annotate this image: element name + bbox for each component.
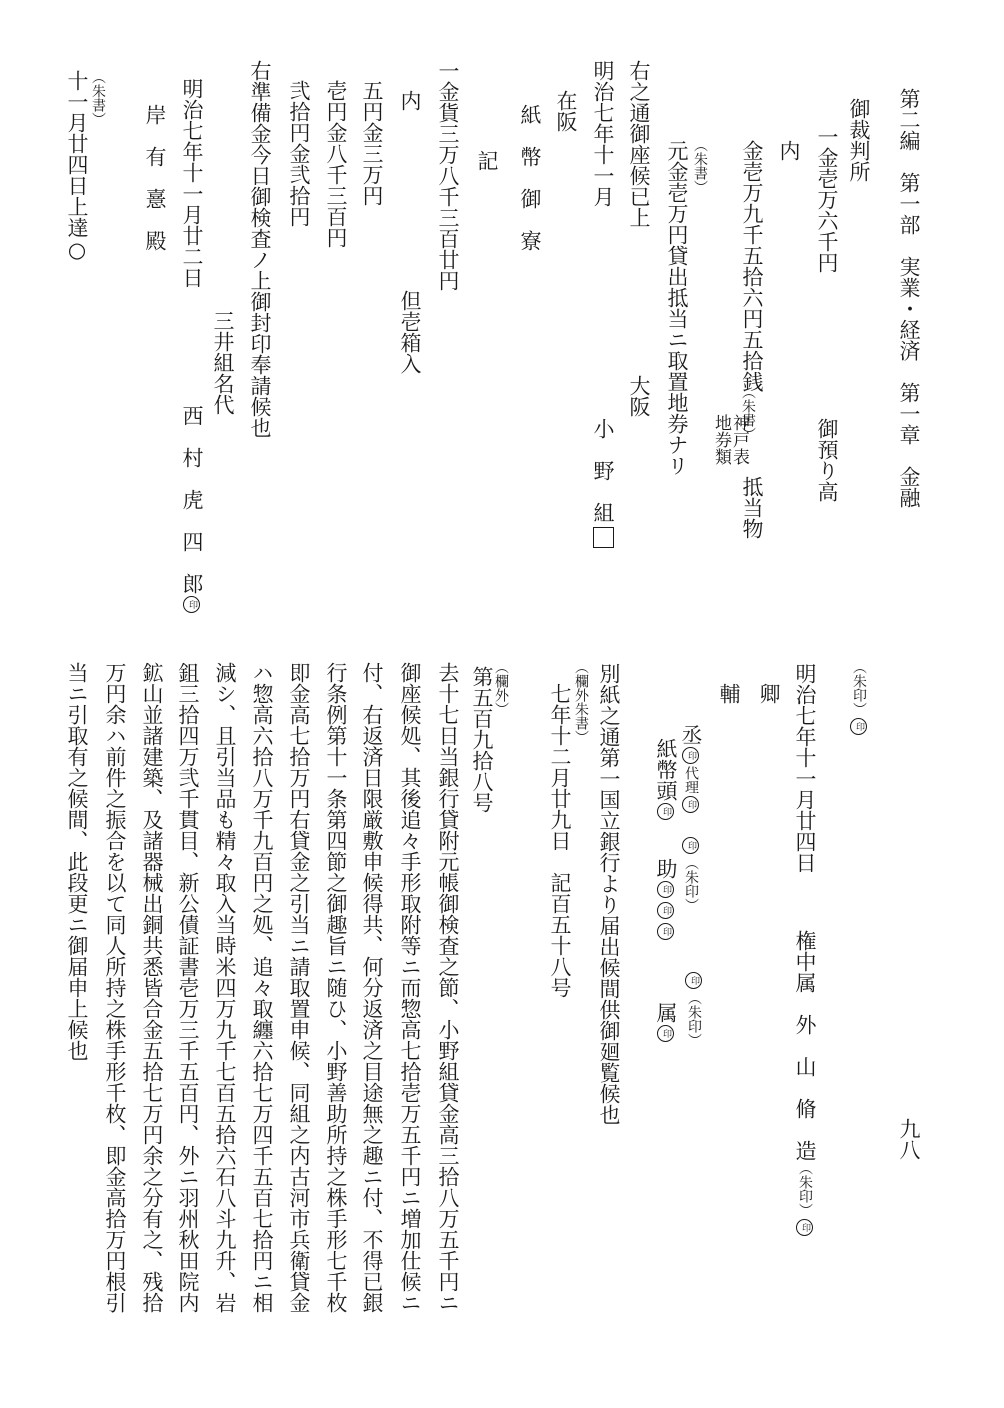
breakdown-label: 内 bbox=[777, 140, 801, 161]
report-line-4: 行条例第十一条第四節之御趣旨ニ随ひ、小野善助所持之株手形七千枚 bbox=[324, 662, 348, 1313]
sender-nishimura-text: 西 村 虎 四 郎 bbox=[180, 405, 204, 594]
rank-head-text: 紙幣頭 bbox=[654, 738, 678, 801]
closing-phrase: 右之通御座候已上 bbox=[627, 60, 651, 228]
rank-clerk-seal: 印 bbox=[657, 1025, 674, 1042]
sender-nishimura bbox=[181, 405, 202, 615]
red-seal-note-top-text: （朱印） bbox=[851, 660, 867, 716]
mitsui-agent: 三井組名代 bbox=[211, 310, 235, 415]
rank-assistant-seal-2: 印 bbox=[657, 902, 674, 919]
deposit-amount: 一金壱万六千円 bbox=[815, 126, 839, 273]
rank-assistant-seal-3: 印 bbox=[657, 923, 674, 940]
red-seal-note-top bbox=[850, 660, 867, 737]
rank-jo-text: 丞 bbox=[679, 724, 703, 745]
report-line-2: 御座候処、其後追々手形取附等ニ而惣高七拾壱万五千円ニ増加仕候ニ bbox=[398, 662, 422, 1313]
report-date: 十一月廿四日上達○ bbox=[65, 70, 89, 262]
report-line-11: 当ニ引取有之候間、此段更ニ御届申上候也 bbox=[65, 662, 89, 1061]
date-meiji-7-11: 明治七年十一月 bbox=[591, 60, 615, 207]
page-number: 九八 bbox=[897, 1118, 921, 1160]
red-note-1: （朱書） bbox=[692, 138, 708, 194]
gold-coin-total: 一金貨三万八千三百廿円 bbox=[436, 60, 460, 291]
report-line-5: 即金高七拾万円右貸金之引当ニ請取置申候、同組之内古河市兵衛貸金 bbox=[287, 662, 311, 1313]
doc-number-598: 第五百九拾八号 bbox=[470, 666, 494, 813]
rank-head-seal: 印 bbox=[657, 803, 674, 820]
official-toyama-note: （朱印） bbox=[797, 1161, 813, 1217]
record-158: 七年十二月廿九日 記百五十八号 bbox=[548, 683, 572, 998]
running-title: 第二編 第一部 実業・経済 第一章 金融 bbox=[897, 88, 921, 508]
rank-ho: 輔 bbox=[717, 683, 741, 704]
collateral-amount: 金壱万九千五拾六円五拾銭 bbox=[740, 140, 764, 392]
sender-ono-gumi-text: 小 野 組 bbox=[591, 418, 615, 523]
rank-right-seal bbox=[683, 970, 704, 1047]
seal-box bbox=[593, 527, 614, 548]
five-yen-coins: 五円金三万円 bbox=[360, 80, 384, 206]
rank-jo-note: （朱印） bbox=[683, 856, 699, 912]
rank-jo bbox=[680, 724, 701, 912]
rank-assistant bbox=[655, 858, 676, 942]
place-osaka: 大阪 bbox=[627, 375, 651, 417]
sender-ono-gumi bbox=[592, 418, 614, 548]
collateral-kobe: 神戸表 bbox=[729, 414, 749, 465]
recipient-bureau: 紙 幣 御 寮 bbox=[518, 104, 542, 251]
rank-right-note: （朱印） bbox=[686, 991, 702, 1047]
rank-jo-seal-2: 印 bbox=[682, 796, 699, 813]
report-line-8: 鉏三拾四万弐千貫目、新公債証書壱万三千五百円、外ニ羽州秋田院内 bbox=[176, 662, 200, 1313]
report-line-1: 去十七日当銀行貸附元帳御検査之節、小野組貸金高三拾八万五千円ニ bbox=[436, 662, 460, 1313]
addressee-kishi: 岸 有 憙 殿 bbox=[143, 104, 167, 251]
rank-clerk bbox=[655, 1002, 676, 1044]
report-line-3: 付、右返済日限厳敷申候得共、何分返済之目途無之趣ニ付、不得已銀 bbox=[360, 662, 384, 1313]
report-line-6: ハ惣高六拾八万千九百円之処、追々取纏六拾七万四千五百七拾円ニ相 bbox=[250, 662, 274, 1313]
margin-red-note: （欄外朱書） bbox=[573, 660, 589, 744]
report-line-10: 万円余ハ前件之振合を以て同人所持之株手形千枚、即金高拾万円根引 bbox=[103, 662, 127, 1313]
report-line-9: 鉱山並諸建築、及諸器械出銅共悉皆合金五拾七万円余之分有之、残拾 bbox=[140, 662, 164, 1313]
official-toyama bbox=[794, 930, 815, 1238]
rank-jo-seal: 印 bbox=[682, 747, 699, 764]
rank-jo-seal-3: 印 bbox=[682, 837, 699, 854]
red-note-2: （朱書） bbox=[90, 70, 106, 126]
one-yen-coins: 壱円金八千三百円 bbox=[324, 80, 348, 248]
box-note: 但壱箱入 bbox=[398, 290, 422, 374]
circulation-note: 別紙之通第一国立銀行より届出候間供御廻覧候也 bbox=[597, 663, 621, 1125]
report-line-7: 減シ、且引当品も精々取入当時米四万九千七百五拾六石八斗九升、岩 bbox=[213, 662, 237, 1313]
rank-kyo: 卿 bbox=[757, 683, 781, 704]
rank-clerk-text: 属 bbox=[654, 1002, 678, 1023]
official-toyama-seal: 印 bbox=[796, 1219, 813, 1236]
recipient-location: 在阪 bbox=[554, 90, 578, 132]
rank-assistant-seal: 印 bbox=[657, 881, 674, 898]
twenty-yen-coins: 弐拾円金弐拾円 bbox=[287, 80, 311, 227]
red-seal-top: 印 bbox=[850, 718, 867, 735]
rank-paper-money-head bbox=[655, 738, 676, 822]
date-meiji-7-11-24: 明治七年十一月廿四日 bbox=[793, 663, 817, 873]
deposit-label: 御預り高 bbox=[815, 418, 839, 502]
rank-assistant-text: 助 bbox=[654, 858, 678, 879]
heading-court: 御裁判所 bbox=[847, 98, 871, 182]
official-toyama-text: 権中属 外 山 脩 造 bbox=[793, 930, 817, 1161]
collateral-note: （朱書） bbox=[740, 385, 756, 441]
breakdown-label-2: 内 bbox=[398, 90, 422, 111]
rank-right-seal-mark: 印 bbox=[685, 972, 702, 989]
collateral-label: 抵当物 bbox=[740, 476, 764, 539]
record-mark: 記 bbox=[475, 150, 499, 171]
inspection-request: 右準備金今日御検査ノ上御封印奉請候也 bbox=[248, 60, 272, 438]
date-meiji-7-11-22: 明治七年十一月廿二日 bbox=[180, 78, 204, 288]
rank-jo-deputy: 代理 bbox=[683, 766, 699, 794]
collateral-deeds: 地券類 bbox=[711, 414, 731, 465]
loan-deed-note: 元金壱万円貸出抵当ニ取置地券ナリ bbox=[665, 140, 689, 476]
margin-note: （欄外） bbox=[493, 660, 509, 716]
seal-mark: 印 bbox=[183, 596, 200, 613]
